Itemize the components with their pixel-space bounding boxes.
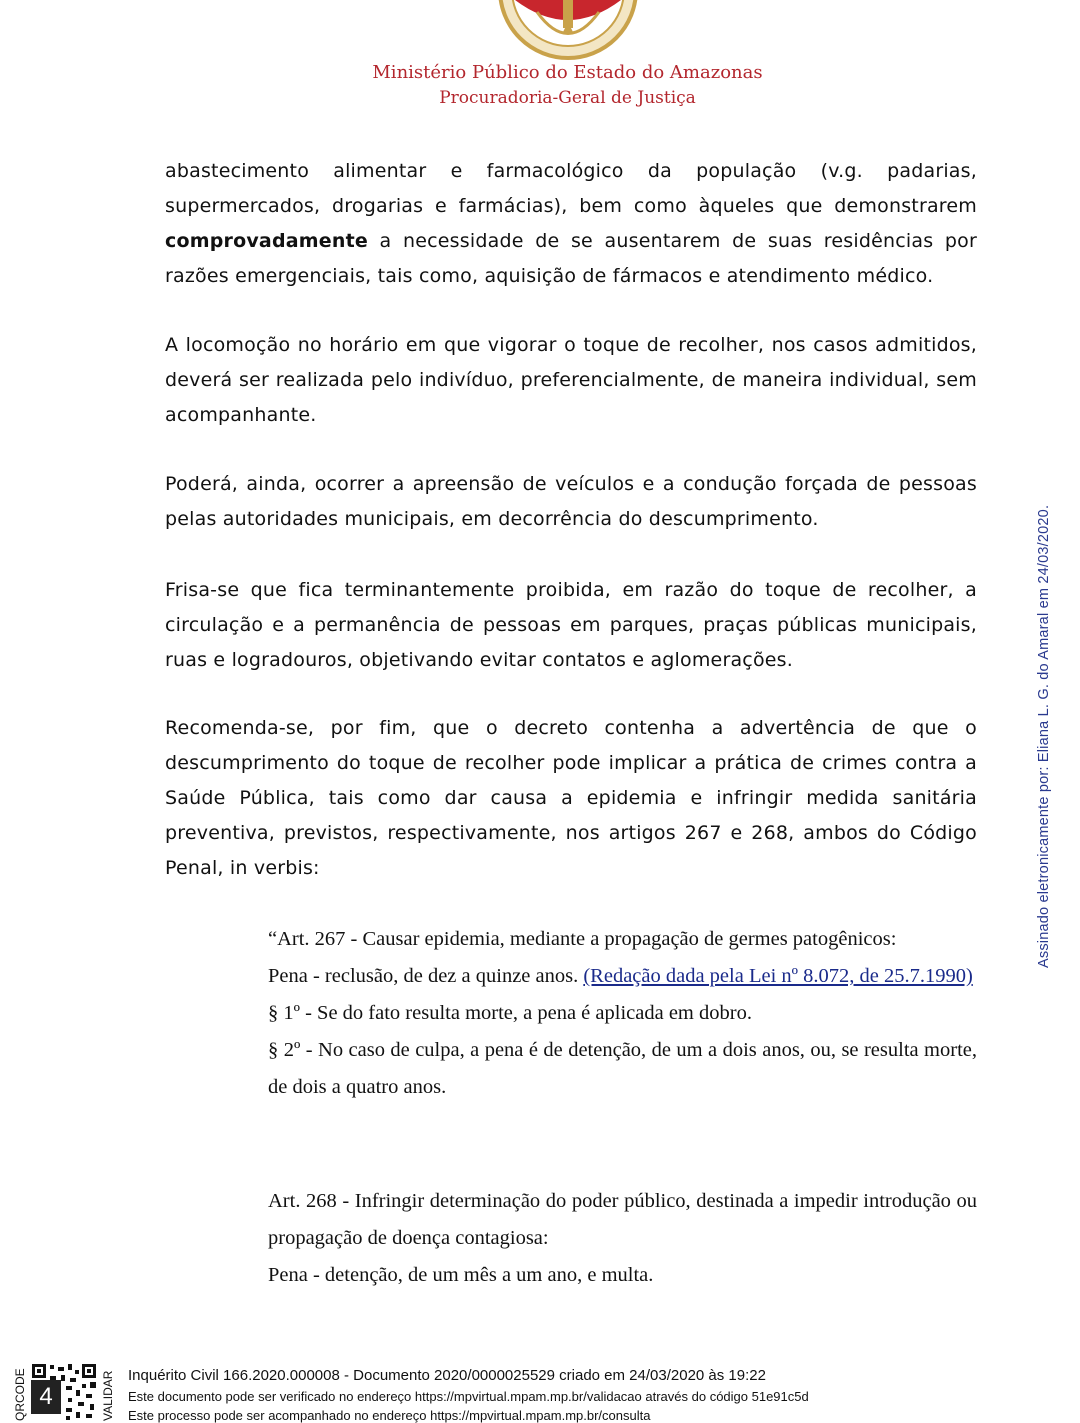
redacao-link[interactable]: (Redação dada pela Lei nº 8.072, de 25.7.1990) bbox=[583, 965, 973, 987]
paragraph-1-text-b: a necessidade de se ausentarem de suas residências por razões emergenciais, tais como, aquisição de fármacos e atendimento médico. bbox=[165, 230, 977, 287]
paragraph-3: Poderá, ainda, ocorrer a apreensão de veículos e a condução forçada de pessoas pelas autoridades municipais, em decorrência do descumprimento. bbox=[165, 473, 977, 530]
qrcode-label: QRCODE bbox=[13, 1368, 27, 1421]
paragraph-1 bbox=[165, 154, 977, 294]
paragraph-1-text-a: abastecimento alimentar e farmacológico da população (v.g. padarias, supermercados, drogarias e farmácias), bem como àqueles que demonstrarem bbox=[165, 160, 977, 217]
art-267-paragraph-1: § 1º - Se do fato resulta morte, a pena é aplicada em dobro. bbox=[268, 1002, 752, 1024]
art-267-text: “Art. 267 - Causar epidemia, mediante a propagação de germes patogênicos: bbox=[268, 928, 897, 950]
page-number: 4 bbox=[31, 1380, 61, 1414]
art-268-pena: Pena - detenção, de um mês a um ano, e multa. bbox=[268, 1264, 654, 1286]
art-267-paragraph-2: § 2º - No caso de culpa, a pena é de detenção, de um a dois anos, ou, se resulta morte, de dois a quatro anos. bbox=[268, 1039, 977, 1098]
footer-document-info: Inquérito Civil 166.2020.000008 - Documento 2020/0000025529 criado em 24/03/2020 às 19:22 bbox=[128, 1367, 766, 1384]
art-268-text: Art. 268 - Infringir determinação do poder público, destinada a impedir introdução ou propagação de doença contagiosa: bbox=[268, 1190, 977, 1249]
validar-label: VALIDAR bbox=[101, 1370, 115, 1421]
paragraph-1-bold: comprovadamente bbox=[165, 230, 368, 252]
org-name: Ministério Público do Estado do Amazonas bbox=[372, 62, 763, 83]
legal-quote-art-267 bbox=[268, 921, 977, 1106]
art-267-pena bbox=[268, 958, 977, 995]
institution-seal-icon bbox=[497, 0, 639, 60]
paragraph-4: Frisa-se que fica terminantemente proibida, em razão do toque de recolher, a circulação e a permanência de pessoas em parques, praças públicas municipais, ruas e logradouros, objetivando evitar contatos e aglomerações. bbox=[165, 579, 977, 671]
art-267-pena-text: Pena - reclusão, de dez a quinze anos. bbox=[268, 965, 584, 987]
paragraph-2: A locomoção no horário em que vigorar o toque de recolher, nos casos admitidos, deverá ser realizada pelo indivíduo, preferencialmente, de maneira individual, sem acompanhante. bbox=[165, 334, 977, 426]
footer-verification-info: Este documento pode ser verificado no endereço https://mpvirtual.mpam.mp.br/validacao através do código 51e91c5d bbox=[128, 1389, 809, 1404]
footer-tracking-info: Este processo pode ser acompanhado no endereço https://mpvirtual.mpam.mp.br/consulta bbox=[128, 1408, 651, 1423]
signature-stamp: Assinado eletronicamente por: Eliana L. G. do Amaral em 24/03/2020. bbox=[1036, 504, 1052, 968]
legal-quote-art-268 bbox=[268, 1183, 977, 1294]
document-header bbox=[0, 0, 1080, 120]
org-subtitle: Procuradoria-Geral de Justiça bbox=[439, 88, 696, 108]
paragraph-5: Recomenda-se, por fim, que o decreto contenha a advertência de que o descumprimento do toque de recolher pode implicar a prática de crimes contra a Saúde Pública, tais como dar causa a epidemia e infringir medida sanitária preventiva, previstos, respectivamente, nos artigos 267 e 268, ambos do Código Penal, in verbis: bbox=[165, 717, 977, 879]
